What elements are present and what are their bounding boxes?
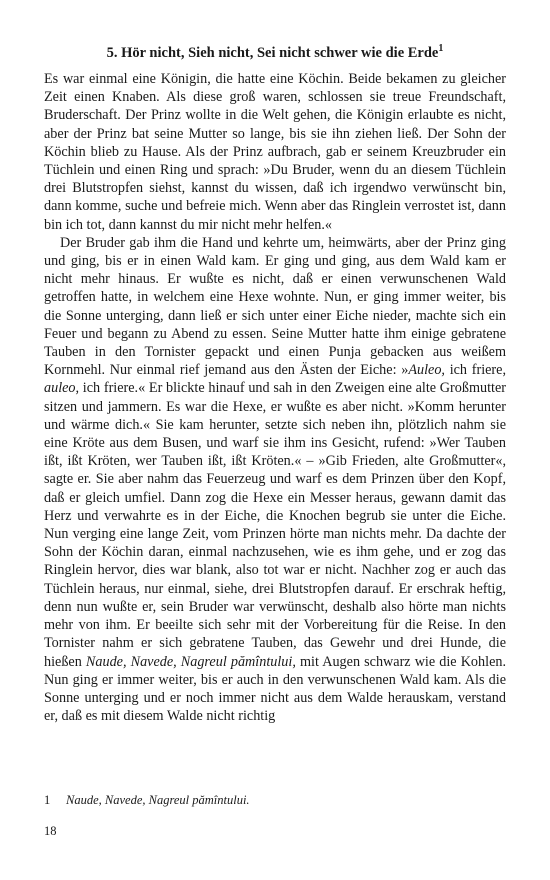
paragraph-2 [44,234,506,725]
footnote [44,792,506,808]
italic-text-segment: Naude, Navede, Nagreul pămîntului, [85,653,296,670]
story-body [44,70,506,725]
page-number: 18 [44,824,57,838]
text-segment: Es war einmal eine Königin, die hatte eine Köchin. Beide bekamen zu gleicher Zeit einen Knaben. Als diese groß waren, schlossen sie treue Freundschaft, Bruderschaft. Der Prinz wollte in die Welt gehen, die Königin erlaubte es nicht, aber der Prinz bat seine Mutter so lange, bis sie ihn ziehen ließ. Der Sohn der Köchin blieb zu Hause. Als der Prinz aufbrach, gab er seinem Kreuzbruder ein Tüchlein und einen Ring und sprach: »Du Bruder, wenn du an diesem Tüchlein drei Blutstropfen siehst, kannst du wissen, daß ich irgendwo verwünscht bin, dann komme, suche und befreie mich. Wenn aber das Ringlein verrostet ist, dann bin ich tot, dann kannst du mir nicht mehr helfen.« [44,71,506,233]
text-segment: ich friere, [444,362,506,379]
text-segment: ich friere.« Er blickte hinauf und sah in den Zweigen eine alte Großmutter sitzen und jammern. Es war die Hexe, er wußte es aber nicht. »Komm herunter und wärme dich.« Sie kam herunter, setzte sich neben ihn, plötzlich nahm sie eine Kröte aus dem Busen, und warf sie ihm ins Gesicht, rufend: »Wer Tauben ißt, ißt Kröten, wer Tauben ißt, ißt Kröten.« – »Gib Frieden, alte Großmutter«, sagte er. Sie aber nahm das Feuerzeug und warf es dem Prinzen über den Kopf, daß er gleich umfiel. Dann zog die Hexe ein Messer heraus, gewann damit das Herz und verwahrte es in der Eiche, die Knochen begrub sie unter die Eiche. Nun verging eine lange Zeit, vom Prinzen hörte man nichts mehr. Da dachte der Sohn der Köchin daran, einmal nachzusehen, wie es ihm gehe, und er zog das Ringlein hervor, dies war blank, also tot war er nicht. Nachher zog er auch das Tüchlein heraus, nur einmal, siehe, drei Blutstropfen darauf. Er erschrak heftig, denn nun wußte er, sein Bruder war verwünscht, deshalb also hörte man nichts mehr von ihm. Er beeilte sich sehr mit der Vorbereitung für die Reise. In den Tornister nahm er sich gebratene Tauben, das Gewehr und drei Hunde, die hießen [44,380,506,670]
footnote-number: 1 [44,793,51,807]
paragraph-1 [44,70,506,234]
italic-text-segment: Auleo, [408,362,445,379]
title-footnote-mark: 1 [438,43,444,55]
page-title [44,44,506,62]
page [44,44,506,725]
title-text: 5. Hör nicht, Sieh nicht, Sei nicht schwer wie die Erde [106,45,439,61]
footnote-text: Naude, Navede, Nagreul pămîntului. [66,793,250,807]
italic-text-segment: auleo, [44,380,80,397]
text-segment: Der Bruder gab ihm die Hand und kehrte um, heimwärts, aber der Prinz ging und ging, bis er in einen Wald kam. Er ging und ging, aus dem Wald kam er nicht mehr hinaus. Er wußte es nicht, daß er einen verwunschenen Wald getroffen hatte, in welchem eine Hexe wohnte. Nun, er ging immer weiter, bis die Sonne unterging, dann ließ er sich unter einer Eiche nieder, machte sich ein Feuer und begann zu Abend zu essen. Seine Mutter hatte ihm einige gebratene Tauben in den Tornister gepackt und einen Punja gebacken aus weißem Kornmehl. Nur einmal rief jemand aus den Ästen der Eiche: » [44,234,506,379]
text-segment: mit Augen schwarz wie die Kohlen. Nun ging er immer weiter, bis er auch in den verwunschenen Wald kam. Als die Sonne unterging und er noch immer nicht aus dem Walde herauskam, verstand er, daß es mit diesem Walde nicht richtig [44,653,507,725]
